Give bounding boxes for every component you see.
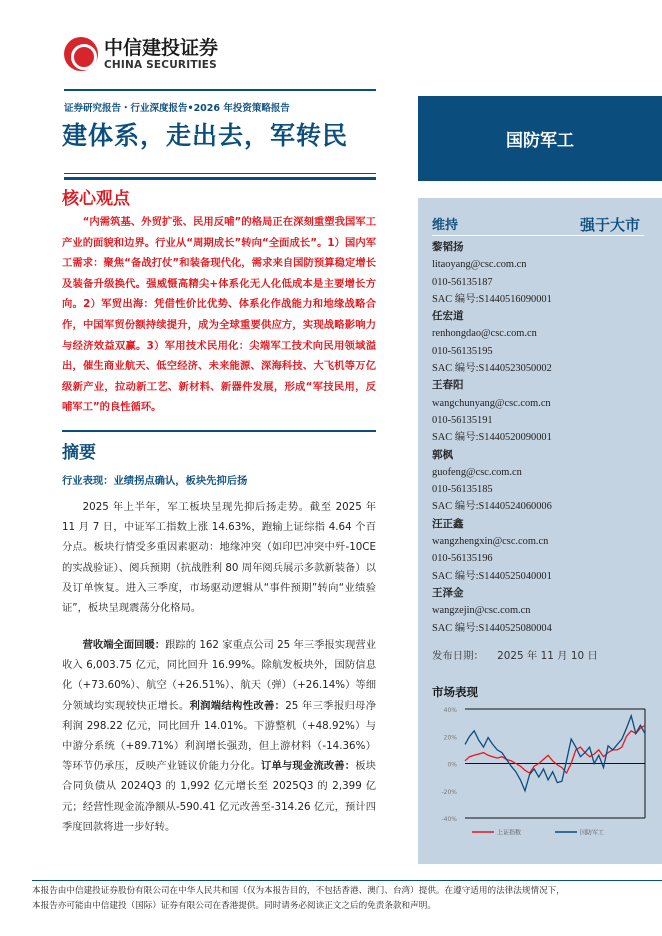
analyst-name: 任宏道 bbox=[432, 310, 464, 323]
summary-paragraph-1: 2025 年上半年，军工板块呈现先抑后扬走势。截至 2025 年 11 月 7 日，中证军工指数上涨 14.63%，跑输上证综指 4.64 个百分点。板块行情受多重因素驱动：地缘冲突（如印巴冲突中歼-10CE 的实战验证）、阅兵预期（抗战胜利 80 周年阅兵展示多款新装备）以及订单恢复。进入三季度，市场驱动逻辑从“事件预期”转向“业绩验证”，板块呈现震荡分化格局。 bbox=[62, 501, 376, 615]
market-chart bbox=[420, 700, 660, 845]
text: 跟踪的 162 家重点公司 25 年三季报实现营业收入 6,003.75 亿元，同比回升 16.99%。除航发板块外，国防信息化（+73.60%）、航空（+26.51%）、航天（弹）（+26.14%）等细分领域均实现较快正增长。 bbox=[62, 639, 376, 712]
market-heading: 市场表现 bbox=[432, 685, 478, 699]
analyst-sac: SAC 编号:S1440523050002 bbox=[432, 363, 552, 375]
pub-label: 发布日期： bbox=[432, 650, 484, 662]
analyst-phone: 010-56135187 bbox=[432, 276, 493, 288]
analyst-phone: 010-56135196 bbox=[432, 553, 493, 565]
bold-lead: 营收端全面回暖： bbox=[82, 639, 166, 651]
analyst-email[interactable]: wangzhengxin@csc.com.cn bbox=[432, 536, 549, 548]
divider bbox=[64, 177, 376, 180]
analyst-phone: 010-56135191 bbox=[432, 414, 493, 426]
y-tick-label: -40% bbox=[441, 816, 457, 823]
y-tick-label: 0% bbox=[447, 761, 457, 769]
legend-label: 上证指数 bbox=[497, 829, 522, 837]
analyst-email[interactable]: wangchunyang@csc.com.cn bbox=[432, 397, 551, 409]
pub-date: 2025 年 11 月 10 日 bbox=[497, 650, 598, 662]
text: 25 年三季报归母净利润 298.22 亿元，同比回升 14.01%。下游整机（+48.92%）与中游分系统（+89.71%）利润增长强劲，但上游材料（-14.36%）等环节仍承压，反映产业链议价能力分化。 bbox=[62, 699, 376, 773]
logo-en: CHINA SECURITIES bbox=[104, 59, 217, 71]
footer-divider bbox=[32, 880, 662, 881]
sector-badge: 国防军工 bbox=[418, 96, 662, 181]
analyst-email[interactable]: wangzejin@csc.com.cn bbox=[432, 605, 531, 617]
rating bbox=[432, 214, 650, 235]
analyst-sac: SAC 编号:S1440524060006 bbox=[432, 501, 552, 513]
series-line-0 bbox=[465, 725, 645, 773]
analyst-phone: 010-56135185 bbox=[432, 484, 493, 496]
analyst-email[interactable]: guofeng@csc.com.cn bbox=[432, 466, 522, 478]
company-logo bbox=[64, 37, 218, 71]
report-type: 证券研究报告・行业深度报告•2026 年投资策略报告 bbox=[64, 103, 290, 114]
summary-subheading: 行业表现：业绩拐点确认，板块先抑后扬 bbox=[62, 475, 248, 487]
disclaimer bbox=[32, 884, 652, 914]
bold-lead: 订单与现金流改善： bbox=[260, 760, 356, 773]
legend-label: 国防军工 bbox=[580, 829, 605, 837]
analyst-sac: SAC 编号:S1440525080004 bbox=[432, 622, 552, 634]
analyst-email[interactable]: litaoyang@csc.com.cn bbox=[432, 259, 527, 271]
page-title: 建体系，走出去，军转民 bbox=[62, 121, 349, 150]
divider bbox=[432, 235, 644, 236]
text: 板块合同负债从 2024Q3 的 1,992 亿元增长至 2025Q3 的 2,399 亿元；经营性现金流净额从-590.41 亿元改善至-314.26 亿元，预计四季度回款将进一步好转。 bbox=[62, 760, 377, 833]
analyst-name: 王泽金 bbox=[432, 586, 464, 599]
analyst-name: 郭枫 bbox=[432, 448, 453, 461]
analyst-name: 黎韬扬 bbox=[432, 241, 464, 253]
citic-logo-icon bbox=[64, 37, 98, 71]
divider bbox=[64, 173, 376, 174]
analyst-name: 王春阳 bbox=[432, 379, 464, 392]
y-tick-label: -20% bbox=[441, 788, 457, 796]
y-tick-label: 40% bbox=[443, 707, 457, 714]
core-heading: 核心观点 bbox=[62, 189, 130, 209]
analyst-phone: 010-56135195 bbox=[432, 345, 493, 357]
core-text: “内需筑基、外贸扩张、民用反哺”的格局正在深刻重塑我国军工产业的面貌和边界。行业从“周期成长”转向“全面成长”。1）国内军工需求：聚焦“备战打仗”和装备现代化，需求来自国防预算稳定增长及装备升级换代。强威慑高精尖+体系化无人化低成本是主要增长方向。2）军贸出海：凭借性价比优势、体系化作战能力和地缘战略合作，中国军贸份额持续提升，成为全球重要供应方，实现战略影响力与经济效益双赢。3）军用技术民用化：尖端军工技术向民用领域溢出，催生商业航天、低空经济、未来能源、深海科技、大飞机等万亿级新产业，拉动新工艺、新材料、新器件发展，形成“军技民用，反哺军工”的良性循环。 bbox=[62, 216, 376, 414]
disclaimer-line: 本报告亦可能由中信建投（国际）证券有限公司在香港提供。同时请务必阅读正文之后的免责条款和声明。 bbox=[32, 901, 436, 911]
divider bbox=[64, 89, 376, 91]
y-tick-label: 20% bbox=[443, 734, 457, 742]
analyst-sac: SAC 编号:S1440516090001 bbox=[432, 293, 552, 305]
logo-cn: 中信建投证券 bbox=[104, 37, 219, 59]
series-line-1 bbox=[465, 716, 645, 791]
publish-date bbox=[432, 647, 598, 662]
analyst-name: 汪正鑫 bbox=[432, 517, 464, 530]
summary-heading: 摘要 bbox=[62, 443, 96, 463]
bold-lead: 利润端结构性改善： bbox=[189, 699, 286, 712]
rating-value: 强于大市 bbox=[579, 216, 640, 234]
analyst-email[interactable]: renhongdao@csc.com.cn bbox=[432, 328, 537, 340]
summary-paragraph-2 bbox=[62, 635, 376, 837]
analyst-sac: SAC 编号:S1440525040001 bbox=[432, 570, 552, 582]
analyst-list bbox=[432, 239, 552, 637]
analyst-sac: SAC 编号:S1440520090001 bbox=[432, 432, 552, 444]
divider bbox=[62, 430, 376, 432]
rating-label: 维持 bbox=[432, 218, 459, 233]
disclaimer-line: 本报告由中信建投证券股份有限公司在中华人民共和国（仅为本报告目的，不包括香港、澳门、台湾）提供。在遵守适用的法律法规情况下， bbox=[32, 886, 565, 896]
